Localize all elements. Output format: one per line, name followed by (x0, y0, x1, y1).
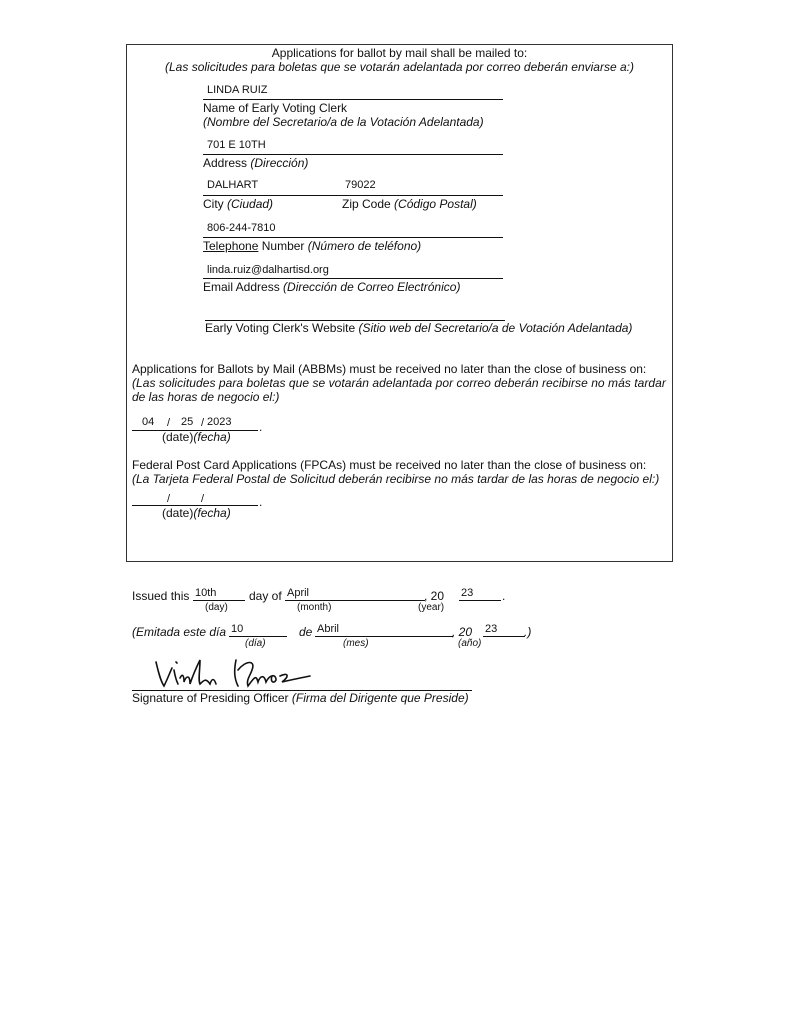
address-line (203, 154, 503, 155)
address-value: 701 E 10TH (207, 139, 266, 151)
address-label (203, 156, 308, 170)
website-label (205, 321, 632, 335)
city-label-es: (Ciudad) (227, 197, 274, 211)
zip-value: 79022 (345, 179, 376, 191)
abbm-year: 2023 (207, 416, 232, 428)
email-value: linda.ruiz@dalhartisd.org (207, 264, 329, 276)
city-label (203, 197, 273, 211)
email-label-es: (Dirección de Correo Electrónico) (283, 280, 461, 294)
issued-year-es: 23 (485, 623, 498, 635)
address-label-es: (Dirección) (250, 156, 309, 170)
signature-label-en: Signature of Presiding Officer (132, 691, 289, 705)
phone-value: 806-244-7810 (207, 222, 276, 234)
date-label-es: (fecha) (193, 506, 231, 520)
fpca-date-label (162, 506, 231, 520)
month-label-es: (mes) (343, 638, 369, 649)
city-label-en: City (203, 197, 224, 211)
city-zip-line (203, 195, 503, 196)
abbm-text-es-2: de las horas de negocio el:) (132, 390, 280, 404)
date-slash: / (167, 493, 171, 505)
abbm-date-label (162, 430, 231, 444)
abbm-month: 04 (142, 416, 155, 428)
issued-day-es: 10 (231, 623, 244, 635)
zip-label-es: (Código Postal) (394, 197, 477, 211)
issued-month-es: Abril (317, 623, 340, 635)
mail-heading-es: (Las solicitudes para boletas que se votarán adelantada por correo deberán enviarse a:) (165, 60, 634, 74)
email-line (203, 278, 503, 279)
zip-label-en: Zip Code (342, 197, 391, 211)
abbm-day: 25 (181, 416, 194, 428)
website-label-es: (Sitio web del Secretario/a de Votación Adelantada) (358, 321, 633, 335)
issued-close-es: .) (524, 625, 532, 639)
date-label-es: (fecha) (193, 430, 231, 444)
email-label-en: Email Address (203, 280, 280, 294)
phone-label-a: Telephone (203, 239, 259, 253)
year-label-es: (año) (458, 638, 482, 649)
clerk-name-line (203, 99, 503, 100)
signature-label-es: (Firma del Dirigente que Preside) (291, 691, 469, 705)
phone-line (203, 237, 503, 238)
period: . (259, 495, 263, 509)
clerk-name-value: LINDA RUIZ (207, 84, 268, 96)
date-slash: / (201, 493, 205, 505)
issued-year-es-line (483, 636, 525, 637)
abbm-text-es-1: (Las solicitudes para boletas que se votarán adelantada por correo deberán recibirse no más tardar (132, 376, 666, 390)
issued-month-es-line (315, 636, 453, 637)
fpca-text-es: (La Tarjeta Federal Postal de Solicitud deberán recibirse no más tardar de las horas de negocio el:) (132, 472, 660, 486)
phone-label-b: Number (261, 239, 305, 253)
issued-day-of: day of (249, 589, 282, 603)
city-value: DALHART (207, 179, 259, 191)
zip-label (342, 197, 477, 211)
date-label: (date) (162, 430, 194, 444)
issued-year-prefix-es: , 20 (452, 625, 473, 639)
issued-year-prefix: , 20 (424, 589, 445, 603)
year-label: (year) (418, 602, 445, 613)
address-label-en: Address (203, 156, 248, 170)
date-slash: / (167, 417, 171, 429)
issued-prefix: Issued this (132, 589, 190, 603)
fpca-text: Federal Post Card Applications (FPCAs) must be received no later than the close of business on: (132, 458, 647, 472)
mail-heading: Applications for ballot by mail shall be mailed to: (271, 46, 528, 60)
clerk-name-label-es: (Nombre del Secretario/a de la Votación Adelantada) (203, 115, 484, 129)
issued-year-line (459, 600, 501, 601)
clerk-name-label: Name of Early Voting Clerk (203, 101, 348, 115)
month-label: (month) (297, 602, 332, 613)
issued-day: 10th (195, 587, 217, 599)
website-label-en: Early Voting Clerk's Website (205, 321, 356, 335)
issued-month: April (287, 587, 310, 599)
phone-label (203, 239, 421, 253)
signature-image (150, 652, 330, 692)
email-label (203, 280, 460, 294)
signature-label (132, 691, 469, 705)
day-label-es: (día) (245, 638, 266, 649)
date-label: (date) (162, 506, 194, 520)
issued-year: 23 (461, 587, 474, 599)
period: . (502, 589, 506, 603)
issued-de: de (299, 625, 313, 639)
day-label: (day) (205, 602, 228, 613)
issued-prefix-es: (Emitada este día (132, 625, 227, 639)
date-slash: / (201, 417, 205, 429)
abbm-text: Applications for Ballots by Mail (ABBMs) must be received no later than the close of business on: (132, 362, 647, 376)
phone-label-es: (Número de teléfono) (307, 239, 422, 253)
period: . (259, 420, 263, 434)
